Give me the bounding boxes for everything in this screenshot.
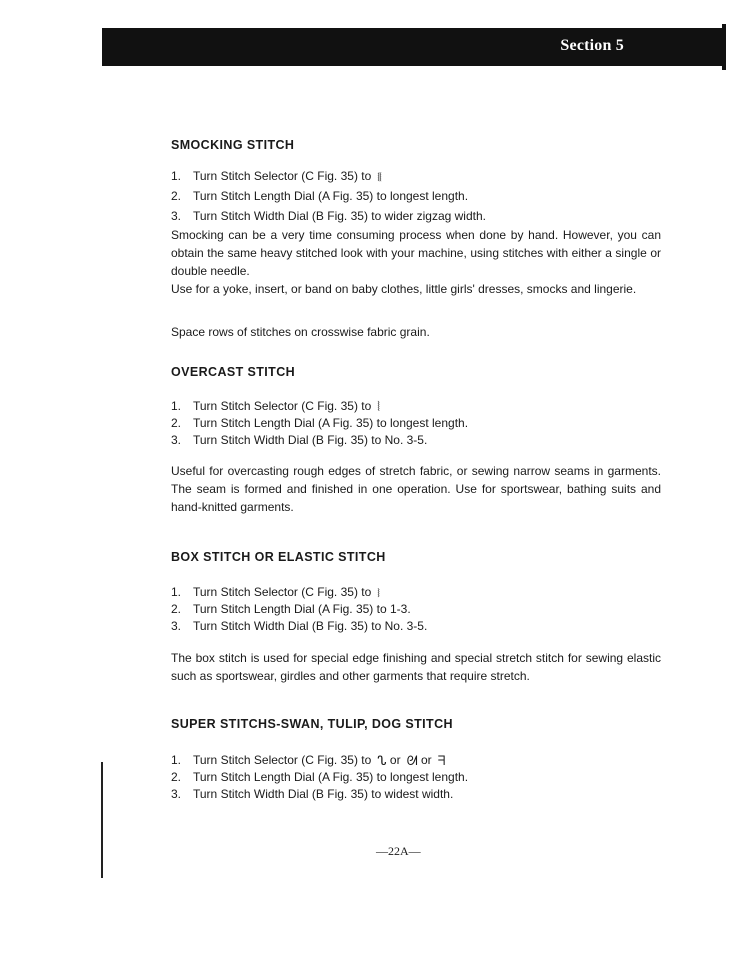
overcast-step-2 — [171, 415, 468, 431]
overcast-step-3 — [171, 432, 427, 448]
step-number: 1. — [171, 585, 182, 599]
step-number: 2. — [171, 416, 182, 430]
tulip-stitch-icon: ᘛ — [406, 754, 418, 769]
smocking-stitch-icon: ⧛ — [377, 170, 382, 185]
box-step-1 — [171, 584, 380, 602]
section-header-bar — [102, 28, 724, 66]
step-text: Turn Stitch Width Dial (B Fig. 35) to No. 3-5. — [193, 433, 428, 447]
overcast-heading: OVERCAST STITCH — [171, 365, 296, 379]
or-word: or — [389, 753, 401, 767]
step-text: Turn Stitch Selector (C Fig. 35) to — [193, 169, 372, 183]
overcast-stitch-icon: ⦚ — [377, 400, 381, 415]
step-text: Turn Stitch Length Dial (A Fig. 35) to 1-3. — [193, 602, 411, 616]
swan-stitch-icon: ᔐ — [377, 754, 387, 769]
smocking-step-3 — [171, 208, 486, 224]
step-number: 3. — [171, 209, 182, 223]
step-text: Turn Stitch Length Dial (A Fig. 35) to longest length. — [193, 416, 469, 430]
step-number: 3. — [171, 619, 182, 633]
page-number: —22A— — [376, 844, 421, 858]
step-number: 1. — [171, 399, 182, 413]
smocking-heading: SMOCKING STITCH — [171, 138, 295, 152]
step-text: Turn Stitch Selector (C Fig. 35) to — [193, 753, 372, 767]
step-number: 3. — [171, 787, 182, 801]
smocking-paragraph-2: Use for a yoke, insert, or band on baby clothes, little girls' dresses, smocks and lingerie. — [171, 282, 637, 296]
step-text: Turn Stitch Width Dial (B Fig. 35) to widest width. — [193, 787, 454, 801]
super-step-1 — [171, 752, 445, 770]
box-paragraph: The box stitch is used for special edge finishing and special stretch stitch for sewing elastic such as sportswear, girdles and other garments that require stretch. — [171, 651, 661, 683]
step-text: Turn Stitch Length Dial (A Fig. 35) to longest length. — [193, 189, 469, 203]
box-stitch-icon: ⧘ — [377, 586, 381, 601]
step-text: Turn Stitch Selector (C Fig. 35) to — [193, 585, 372, 599]
overcast-paragraph: Useful for overcasting rough edges of stretch fabric, or sewing narrow seams in garments. The seam is formed and finished in one operation. Use for sportswear, bathing suits and hand-knitted garments. — [171, 464, 661, 514]
margin-binding-line — [101, 762, 103, 878]
smocking-paragraph-1: Smocking can be a very time consuming process when done by hand. However, you can obtain the same heavy stitched look with your machine, using stitches with either a single or double needle. — [171, 228, 661, 278]
smocking-step-1 — [171, 168, 382, 186]
step-number: 2. — [171, 602, 182, 616]
super-step-3 — [171, 786, 453, 802]
step-text: Turn Stitch Width Dial (B Fig. 35) to No. 3-5. — [193, 619, 428, 633]
overcast-step-1 — [171, 398, 380, 416]
box-heading: BOX STITCH OR ELASTIC STITCH — [171, 550, 386, 564]
super-step-2 — [171, 769, 468, 785]
step-text: Turn Stitch Width Dial (B Fig. 35) to wider zigzag width. — [193, 209, 486, 223]
step-number: 1. — [171, 169, 182, 183]
section-label: Section 5 — [560, 37, 624, 54]
step-text: Turn Stitch Selector (C Fig. 35) to — [193, 399, 372, 413]
or-word: or — [421, 753, 432, 767]
super-stitch-heading: SUPER STITCHS-SWAN, TULIP, DOG STITCH — [171, 717, 453, 731]
step-number: 1. — [171, 753, 182, 767]
dog-stitch-icon: ᖷ — [437, 754, 446, 769]
step-number: 2. — [171, 770, 182, 784]
box-step-2 — [171, 601, 411, 617]
step-number: 2. — [171, 189, 182, 203]
step-text: Turn Stitch Length Dial (A Fig. 35) to longest length. — [193, 770, 469, 784]
box-step-3 — [171, 618, 427, 634]
step-number: 3. — [171, 433, 182, 447]
smocking-paragraph-3: Space rows of stitches on crosswise fabric grain. — [171, 325, 430, 339]
smocking-step-2 — [171, 188, 468, 204]
